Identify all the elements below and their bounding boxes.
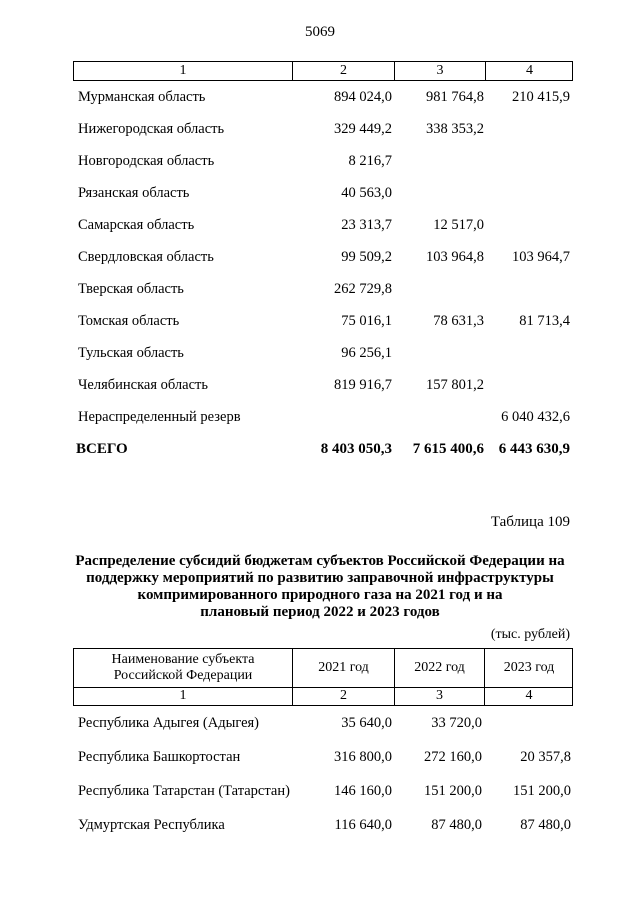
header-region-name-line: Российской Федерации [113, 668, 253, 683]
region-name: Республика Татарстан (Татарстан) [78, 783, 290, 799]
table-row [73, 209, 573, 241]
value-2023: 81 713,4 [519, 313, 570, 329]
region-name: Томская область [78, 313, 180, 329]
value-2022: 103 964,8 [426, 249, 484, 265]
table-row [73, 81, 573, 113]
value-2021: 23 313,7 [341, 217, 392, 233]
value-2021: 146 160,0 [334, 783, 392, 799]
page-number: 5069 [305, 24, 335, 40]
value-2021: 329 449,2 [334, 121, 392, 137]
table-row [73, 337, 573, 369]
column-number-2: 2 [340, 63, 347, 78]
header-region-name [74, 652, 292, 684]
total-2021: 8 403 050,3 [320, 441, 392, 457]
region-name: Удмуртская Республика [78, 817, 225, 833]
region-name: Рязанская область [78, 185, 190, 201]
value-2022: 78 631,3 [433, 313, 484, 329]
column-number-4: 4 [525, 688, 533, 703]
column-number-2: 2 [340, 688, 347, 703]
value-2023: 103 964,7 [512, 249, 570, 265]
table-row [73, 273, 573, 305]
table-row [73, 145, 573, 177]
table-header [73, 648, 573, 706]
table-row [73, 401, 573, 433]
total-2022: 7 615 400,6 [412, 441, 484, 457]
value-2023: 151 200,0 [513, 783, 571, 799]
column-number-1: 1 [179, 63, 187, 78]
column-number-3: 3 [436, 63, 444, 78]
header-region-name-line: Наименование субъекта [111, 652, 255, 667]
value-2023: 210 415,9 [512, 89, 570, 105]
region-name: Тульская область [78, 345, 184, 361]
table-header-column-numbers [73, 61, 573, 81]
table-row [73, 740, 573, 774]
table-body [73, 81, 573, 465]
subsidy-table-109 [73, 648, 573, 842]
region-name: Челябинская область [78, 377, 208, 393]
table-row [73, 774, 573, 808]
value-2021: 40 563,0 [341, 185, 392, 201]
unit-note: (тыс. рублей) [490, 627, 570, 642]
region-name: Тверская область [78, 281, 184, 297]
table-body [73, 706, 573, 842]
header-2022: 2022 год [414, 660, 465, 675]
value-2021: 35 640,0 [341, 715, 392, 731]
table-row [73, 808, 573, 842]
value-2021: 116 640,0 [334, 817, 392, 833]
table-title-line: поддержку мероприятий по развитию заправочной инфраструктуры [86, 570, 554, 586]
table-title-line: Распределение субсидий бюджетам субъектов Российской Федерации на [75, 553, 565, 569]
value-2021: 8 216,7 [348, 153, 392, 169]
table-total-row [73, 433, 573, 465]
value-2021: 99 509,2 [341, 249, 392, 265]
table-row [73, 241, 573, 273]
value-2022: 33 720,0 [431, 715, 482, 731]
value-2023: 20 357,8 [520, 749, 571, 765]
value-2021: 819 916,7 [334, 377, 392, 393]
value-2023: 87 480,0 [520, 817, 571, 833]
value-2021: 316 800,0 [334, 749, 392, 765]
column-number-4: 4 [526, 63, 533, 78]
table-row [73, 305, 573, 337]
total-2023: 6 443 630,9 [498, 441, 570, 457]
column-number-3: 3 [436, 688, 443, 703]
table-caption: Таблица 109 [490, 514, 570, 530]
value-2021: 96 256,1 [341, 345, 392, 361]
table-title-line: плановый период 2022 и 2023 годов [200, 604, 440, 620]
table-row [73, 706, 573, 740]
value-2022: 981 764,8 [426, 89, 484, 105]
region-name: Новгородская область [78, 153, 215, 169]
header-2021: 2021 год [318, 660, 369, 675]
value-2023: 6 040 432,6 [501, 409, 570, 425]
value-2022: 151 200,0 [424, 783, 482, 799]
column-number-1: 1 [179, 688, 187, 703]
total-label: ВСЕГО [76, 441, 128, 457]
region-name: Нижегородская область [78, 121, 225, 137]
value-2022: 338 353,2 [426, 121, 484, 137]
region-name: Республика Башкортостан [78, 749, 241, 765]
table-title [60, 553, 580, 621]
table-row [73, 113, 573, 145]
table-row [73, 177, 573, 209]
value-2022: 87 480,0 [431, 817, 482, 833]
region-name: Мурманская область [78, 89, 206, 105]
table-title-line: компримированного природного газа на 2021 год и на [137, 587, 503, 603]
value-2021: 262 729,8 [334, 281, 392, 297]
region-name: Нераспределенный резерв [78, 409, 241, 425]
value-2022: 12 517,0 [433, 217, 484, 233]
header-2023: 2023 год [503, 660, 555, 675]
region-name: Самарская область [78, 217, 195, 233]
value-2022: 157 801,2 [426, 377, 484, 393]
value-2021: 75 016,1 [341, 313, 392, 329]
table-row [73, 369, 573, 401]
value-2021: 894 024,0 [334, 89, 392, 105]
region-name: Свердловская область [78, 249, 214, 265]
region-name: Республика Адыгея (Адыгея) [78, 715, 260, 731]
value-2022: 272 160,0 [424, 749, 482, 765]
subsidy-table-continued [73, 61, 573, 465]
